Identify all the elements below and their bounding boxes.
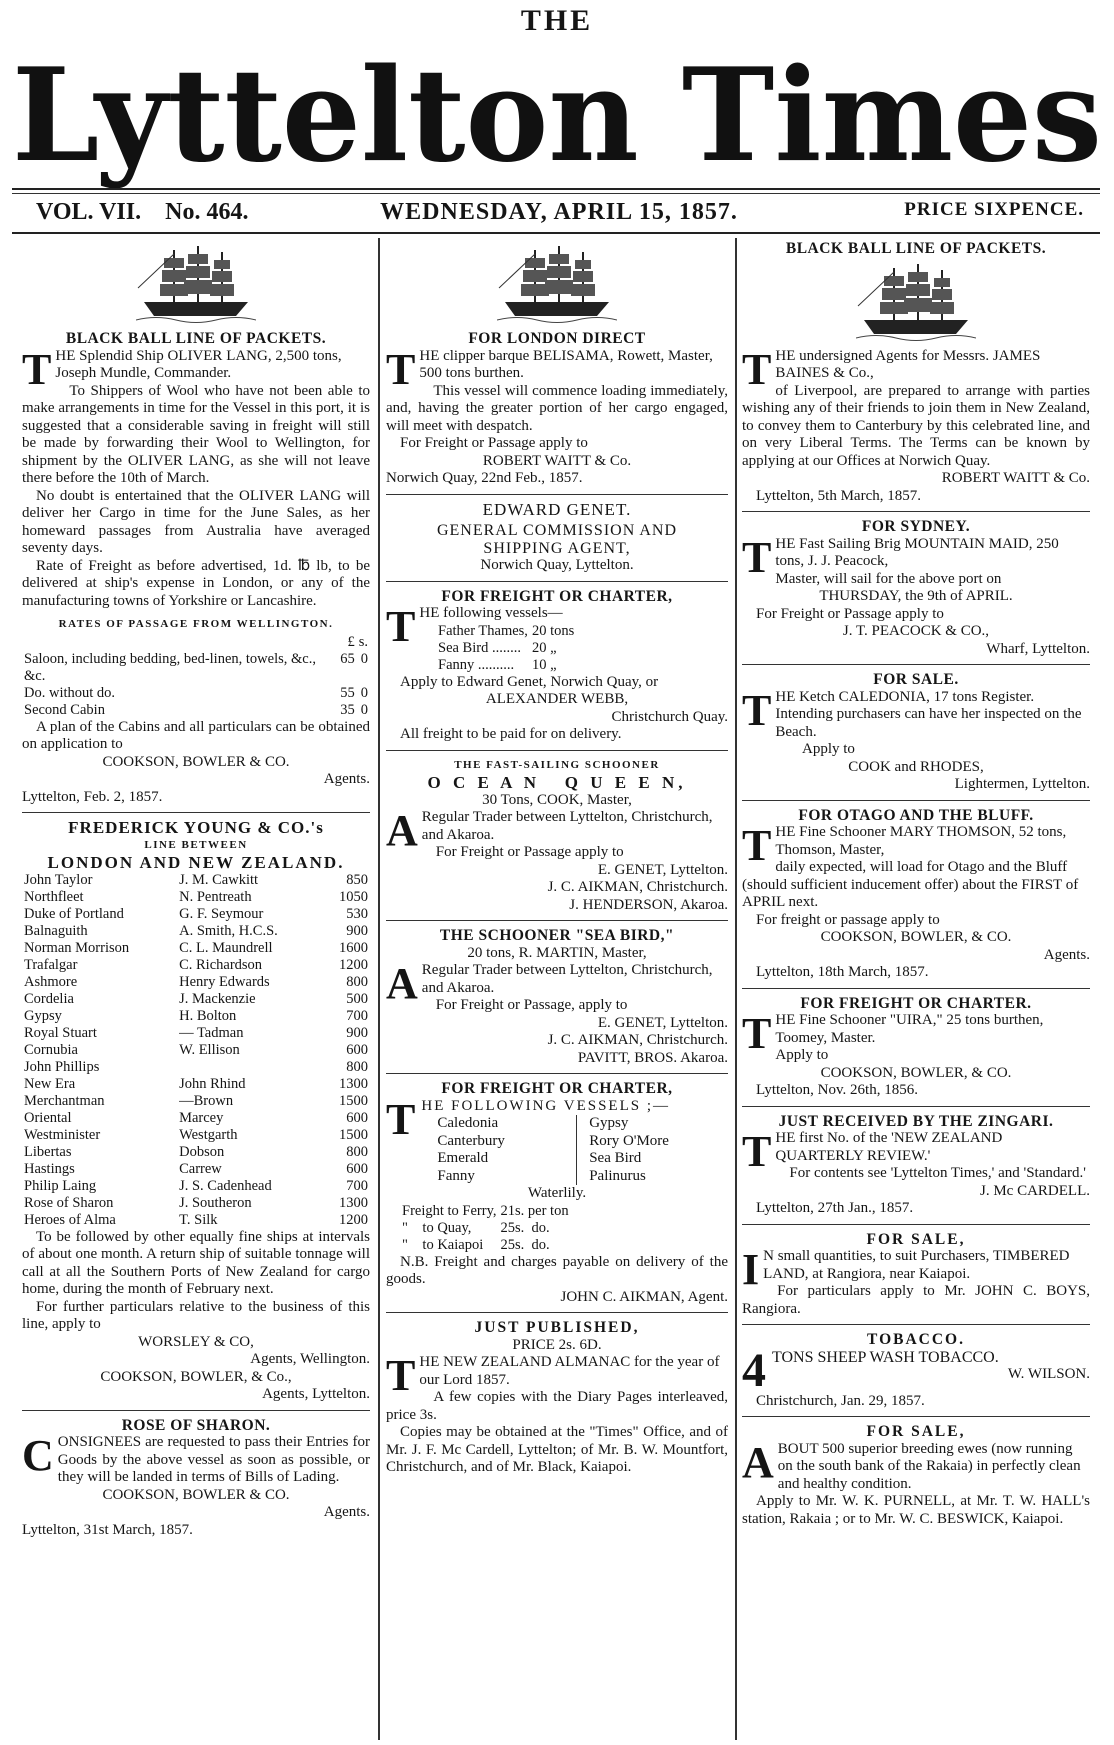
vessel-list-left bbox=[421, 1115, 576, 1185]
ship-tons: 800 bbox=[346, 1143, 368, 1160]
agent-role: Lightermen, Lyttelton. bbox=[954, 776, 1090, 792]
ship-name: Ashmore bbox=[24, 973, 78, 990]
ship-name: Royal Stuart bbox=[24, 1024, 97, 1041]
rate-pounds: 55 bbox=[340, 684, 355, 701]
para: To Shippers of Wool who have not been able to make arrangements in time for the Vessel in this port, it is suggested that a considerable saving in freight will still be made by forwarding their Wool to Wellington, for shipment by the OLIVER LANG, as she will not leave there before the 10th of March. bbox=[22, 382, 370, 486]
table-row bbox=[22, 1110, 370, 1127]
list-item: Rory O'More bbox=[589, 1132, 669, 1149]
ad-oliver-lang bbox=[22, 330, 370, 813]
agent: J. C. AIKMAN, Christchurch. bbox=[547, 1032, 728, 1048]
heading: FOR FREIGHT OR CHARTER. bbox=[800, 994, 1032, 1012]
ad-tobacco bbox=[742, 1331, 1090, 1417]
drop-cap: C bbox=[22, 1431, 54, 1480]
rate-shillings: 0 bbox=[360, 701, 368, 718]
rate-pounds: 35 bbox=[340, 701, 355, 718]
table-row bbox=[22, 1008, 370, 1025]
ship-tons: 800 bbox=[346, 1058, 368, 1075]
extra-vessel: Waterlily. bbox=[527, 1185, 587, 1201]
intro: N small quantities, to suit Purchasers, TIMBERED LAND, at Rangiora, near Kaiapoi. bbox=[763, 1248, 1070, 1282]
vessel-tons: 20 „ bbox=[531, 639, 557, 656]
agent: ALEXANDER WEBB, bbox=[485, 691, 629, 707]
line: SHIPPING AGENT, bbox=[483, 539, 631, 557]
ship-name: Oriental bbox=[24, 1109, 72, 1126]
table-row bbox=[22, 1025, 370, 1042]
table-row bbox=[22, 702, 370, 719]
ad-james-baines bbox=[742, 240, 1090, 512]
para: A plan of the Cabins and all particulars can be obtained on application to bbox=[22, 718, 370, 752]
table-row bbox=[22, 1144, 370, 1161]
dateline-sign: Lyttelton, 18th March, 1857. bbox=[756, 964, 929, 980]
ship-name: Rose of Sharon bbox=[24, 1194, 114, 1211]
heading: BLACK BALL LINE OF PACKETS. bbox=[785, 240, 1047, 257]
ship-tons: 900 bbox=[346, 1024, 368, 1041]
list-item: Palinurus bbox=[589, 1167, 646, 1184]
dateline-sign: Lyttelton, 31st March, 1857. bbox=[22, 1521, 193, 1538]
agent: E. GENET, Lyttelton. bbox=[597, 861, 728, 878]
table-row bbox=[22, 974, 370, 991]
drop-cap: I bbox=[742, 1245, 760, 1294]
para: A few copies with the Diary Pages interleaved, price 3s. bbox=[386, 1389, 728, 1423]
table-row bbox=[400, 1220, 571, 1237]
body: of Liverpool, are prepared to arrange with parties wishing any of their friends to join them in New Zealand, to convey them to Canterbury by this celebrated line, and on very Liberal Terms. The Terms can be known by applying at our Offices at Norwich Quay. bbox=[742, 382, 1090, 469]
table-row bbox=[22, 1178, 370, 1195]
column-1 bbox=[22, 240, 370, 1539]
list-item: Canterbury bbox=[437, 1132, 505, 1149]
drop-cap: A bbox=[742, 1437, 774, 1487]
heading: FOR OTAGO AND THE BLUFF. bbox=[798, 806, 1034, 824]
ship-name: Cornubia bbox=[24, 1041, 78, 1058]
dateline bbox=[24, 199, 1094, 229]
agent: COOK and RHODES, bbox=[848, 758, 984, 775]
column-3 bbox=[742, 240, 1090, 1528]
rates-heading: RATES OF PASSAGE FROM WELLINGTON. bbox=[58, 618, 334, 630]
dateline-sign: Lyttelton, 5th March, 1857. bbox=[756, 487, 921, 504]
ship-name: O C E A N Q U E E N, bbox=[427, 773, 687, 792]
table-row bbox=[22, 872, 370, 889]
table-row bbox=[436, 640, 576, 657]
ship-tons: 900 bbox=[346, 922, 368, 939]
vessel-list bbox=[421, 1115, 728, 1185]
ship-tons: 1500 bbox=[339, 1126, 368, 1143]
agent: WORSLEY & CO, bbox=[138, 1333, 254, 1350]
ad-breeding-ewes bbox=[742, 1423, 1090, 1528]
body: Regular Trader between Lyttelton, Christchurch, and Akaroa. bbox=[421, 962, 713, 996]
heading: BLACK BALL LINE OF PACKETS. bbox=[65, 330, 327, 347]
drop-cap: T bbox=[742, 1009, 772, 1058]
para: All freight to be paid for on delivery. bbox=[400, 726, 622, 742]
ship-master: J. M. Cawkitt bbox=[179, 871, 259, 888]
drop-cap: T bbox=[742, 1127, 772, 1176]
column-rule-2 bbox=[735, 238, 737, 1740]
ad-quarterly-review bbox=[742, 1113, 1090, 1225]
ad-freight-charter-2 bbox=[386, 1080, 728, 1313]
drop-cap: T bbox=[386, 344, 416, 394]
sail-date: THURSDAY, the 9th of APRIL. bbox=[819, 588, 1013, 604]
ship-name: Northfleet bbox=[24, 888, 84, 905]
table-row bbox=[22, 1042, 370, 1059]
heading: FOR SALE, bbox=[866, 1423, 966, 1440]
para: N.B. Freight and charges payable on delivery of the goods. bbox=[386, 1253, 728, 1287]
ship-master: J. S. Cadenhead bbox=[179, 1177, 272, 1194]
ship-name: Duke of Portland bbox=[24, 905, 124, 922]
ship-name: Libertas bbox=[24, 1143, 72, 1160]
dateline-rule bbox=[12, 232, 1100, 234]
para: This vessel will commence loading immediately, and, having the greater portion of her cargo engaged, will meet with despatch. bbox=[386, 382, 728, 434]
rate-label: Second Cabin bbox=[24, 701, 105, 718]
ship-tons: 1500 bbox=[339, 1092, 368, 1109]
agent: J. Mc CARDELL. bbox=[980, 1182, 1090, 1199]
table-row bbox=[22, 1127, 370, 1144]
intro: HE Ketch CALEDONIA, 17 tons Register. Intending purchasers can have her inspected on the Beach. bbox=[775, 688, 1082, 740]
heading: FOR LONDON DIRECT bbox=[468, 330, 646, 347]
rate-shillings: 0 bbox=[360, 684, 368, 701]
heading: JUST RECEIVED BY THE ZINGARI. bbox=[778, 1112, 1054, 1130]
ship-tons: 1300 bbox=[339, 1194, 368, 1211]
heading: FREDERICK YOUNG & CO.'s bbox=[68, 818, 324, 837]
ship-master: Westgarth bbox=[179, 1126, 238, 1143]
body: For particulars apply to Mr. JOHN C. BOYS, Rangiora. bbox=[742, 1283, 1090, 1317]
table-row bbox=[22, 651, 370, 685]
para: Apply to bbox=[775, 1047, 829, 1063]
masthead-the: THE bbox=[520, 4, 594, 37]
big-numeral: 4 bbox=[742, 1343, 766, 1397]
line: Norwich Quay, Lyttelton. bbox=[480, 557, 634, 573]
ad-ocean-queen bbox=[386, 757, 728, 922]
agent: W. WILSON. bbox=[1007, 1366, 1090, 1382]
ship-name: Merchantman bbox=[24, 1092, 105, 1109]
sub-heading: LINE BETWEEN bbox=[144, 838, 248, 851]
ship-master: N. Pentreath bbox=[179, 888, 252, 905]
table-row bbox=[22, 957, 370, 974]
vessel-list-right bbox=[576, 1115, 728, 1185]
ship-master: — Tadman bbox=[179, 1024, 244, 1041]
ship-master bbox=[177, 1059, 323, 1076]
ship-name: Westminister bbox=[24, 1126, 101, 1143]
dateline-sign: Lyttelton, Feb. 2, 1857. bbox=[22, 788, 163, 805]
drop-cap: T bbox=[742, 685, 772, 735]
table-row bbox=[22, 1059, 370, 1076]
sub: 20 tons, R. MARTIN, Master, bbox=[467, 944, 647, 961]
rate-label: Do. without do. bbox=[24, 684, 116, 701]
masthead-rule bbox=[12, 188, 1100, 190]
intro: HE undersigned Agents for Messrs. JAMES BAINES & Co., bbox=[775, 347, 1041, 381]
column-rule-1 bbox=[378, 238, 380, 1740]
ship-tons: 600 bbox=[346, 1109, 368, 1126]
heading: FOR FREIGHT OR CHARTER, bbox=[441, 587, 673, 605]
table-row bbox=[22, 634, 370, 651]
ad-mountain-maid bbox=[742, 518, 1090, 665]
ship-name: Balnaguith bbox=[24, 922, 88, 939]
ship-master: C. L. Maundrell bbox=[179, 939, 273, 956]
ship-tons: 600 bbox=[346, 1041, 368, 1058]
freight-rates bbox=[400, 1203, 571, 1254]
table-row bbox=[22, 1076, 370, 1093]
para: Rate of Freight as before advertised, 1d. ℔ lb, to be delivered at ship's expense in London, or any of the manufacturing towns of Yorkshire or Lancashire. bbox=[22, 557, 370, 609]
intro: HE clipper barque BELISAMA, Rowett, Master, 500 tons burthen. bbox=[419, 347, 713, 381]
ship-master: J. Southeron bbox=[179, 1194, 252, 1211]
rate-label: " to Quay, bbox=[402, 1219, 472, 1236]
agent-role: Agents. bbox=[1043, 946, 1090, 963]
ship-tons: 700 bbox=[346, 1177, 368, 1194]
line: GENERAL COMMISSION AND bbox=[436, 522, 678, 539]
ship-tons: 850 bbox=[346, 871, 368, 888]
sailing-ship-icon bbox=[742, 262, 1090, 342]
body: For contents see 'Lyttelton Times,' and 'Standard.' bbox=[789, 1165, 1086, 1181]
ship-master: Dobson bbox=[179, 1143, 225, 1160]
ship-tons: 1200 bbox=[339, 956, 368, 973]
para: Apply to Edward Genet, Norwich Quay, or bbox=[400, 673, 659, 690]
list-item: Emerald bbox=[437, 1150, 489, 1166]
rates-table bbox=[22, 634, 370, 719]
dateline-sign: Lyttelton, 27th Jan., 1857. bbox=[756, 1200, 914, 1216]
ship-tons: 500 bbox=[346, 990, 368, 1007]
heading: THE FAST-SAILING SCHOONER bbox=[454, 758, 660, 771]
agent-loc: Christchurch Quay. bbox=[611, 708, 728, 725]
ship-master: —Brown bbox=[179, 1092, 234, 1109]
ad-uira bbox=[742, 995, 1090, 1107]
rate-price: 25s. do. bbox=[500, 1236, 550, 1253]
table-row bbox=[22, 1212, 370, 1229]
para: For Freight or Passage, apply to bbox=[435, 997, 628, 1013]
ship-tons: 800 bbox=[346, 973, 368, 990]
ship-master: T. Silk bbox=[179, 1211, 218, 1228]
table-row bbox=[22, 906, 370, 923]
ad-sea-bird bbox=[386, 927, 728, 1074]
drop-cap: T bbox=[742, 344, 772, 394]
ship-master: Marcey bbox=[179, 1109, 224, 1126]
drop-cap: T bbox=[386, 602, 416, 651]
intro: HE Splendid Ship OLIVER LANG, 2,500 tons, Joseph Mundle, Commander. bbox=[55, 347, 342, 381]
drop-cap: T bbox=[742, 821, 772, 870]
sub: 30 Tons, COOK, Master, bbox=[482, 791, 632, 808]
ship-master: H. Bolton bbox=[179, 1007, 237, 1024]
agent-loc: Wharf, Lyttelton. bbox=[986, 640, 1090, 657]
table-row bbox=[22, 1093, 370, 1110]
ship-name: Trafalgar bbox=[24, 956, 78, 973]
ad-rose-of-sharon bbox=[22, 1417, 370, 1540]
ad-timbered-land bbox=[742, 1231, 1090, 1326]
vessel-name: Fanny .......... bbox=[438, 656, 515, 673]
table-row bbox=[22, 940, 370, 957]
ship-master: J. Mackenzie bbox=[179, 990, 256, 1007]
ad-frederick-young bbox=[22, 819, 370, 1411]
rate-price: 25s. do. bbox=[500, 1219, 550, 1236]
ships-table bbox=[22, 872, 370, 1229]
table-row bbox=[22, 1161, 370, 1178]
rates-col: £ bbox=[347, 633, 355, 650]
agent: J. C. AIKMAN, Christchurch. bbox=[547, 879, 728, 895]
ship-master: Carrew bbox=[179, 1160, 222, 1177]
body: Master, will sail for the above port on bbox=[775, 570, 1002, 587]
ship-name: Norman Morrison bbox=[24, 939, 130, 956]
agent: COOKSON, BOWLER & CO. bbox=[102, 753, 290, 770]
ship-name: Philip Laing bbox=[24, 1177, 97, 1194]
agent-role: Agents. bbox=[323, 771, 370, 787]
drop-cap: A bbox=[386, 959, 418, 1008]
ship-name: Heroes of Alma bbox=[24, 1211, 116, 1228]
intro: HE first No. of the 'NEW ZEALAND QUARTERLY REVIEW.' bbox=[775, 1130, 1003, 1164]
agent: COOKSON, BOWLER, & CO. bbox=[820, 929, 1012, 945]
para: No doubt is entertained that the OLIVER LANG will deliver her Cargo in time for the June Sales, as her homeward passages from Australia have averaged seventy days. bbox=[22, 487, 370, 556]
heading: THE SCHOONER "SEA BIRD," bbox=[439, 927, 675, 944]
rate-label: " to Kaiapoi bbox=[402, 1236, 484, 1253]
para: Apply to bbox=[802, 741, 855, 757]
ad-caledonia bbox=[742, 671, 1090, 801]
rate-price: 21s. per ton bbox=[500, 1202, 569, 1219]
table-row bbox=[400, 1237, 571, 1254]
heading: FOR FREIGHT OR CHARTER, bbox=[441, 1080, 673, 1097]
dateline-sign: Lyttelton, Nov. 26th, 1856. bbox=[756, 1082, 918, 1098]
masthead-title bbox=[4, 40, 1110, 190]
route: LONDON AND NEW ZEALAND. bbox=[47, 853, 345, 872]
table-row bbox=[22, 685, 370, 702]
ship-tons: 700 bbox=[346, 1007, 368, 1024]
ship-name: Hastings bbox=[24, 1160, 75, 1177]
masthead-title-text: Lyttelton Times bbox=[12, 41, 1102, 190]
ship-tons: 1050 bbox=[339, 888, 368, 905]
intro: HE Fine Schooner MARY THOMSON, 52 tons, Thomson, Master, bbox=[775, 824, 1067, 858]
agent-role: Agents, Lyttelton. bbox=[262, 1386, 370, 1402]
agent: COOKSON, BOWLER, & CO. bbox=[820, 1064, 1012, 1081]
ship-master: Henry Edwards bbox=[179, 973, 270, 990]
price: PRICE 2s. 6D. bbox=[512, 1336, 602, 1353]
agent: ROBERT WAITT & Co. bbox=[482, 452, 632, 469]
heading: TOBACCO. bbox=[867, 1331, 965, 1348]
rate-shillings: 0 bbox=[360, 650, 368, 667]
heading: JUST PUBLISHED, bbox=[474, 1319, 640, 1336]
ship-master: A. Smith, H.C.S. bbox=[179, 922, 278, 939]
table-row bbox=[22, 1195, 370, 1212]
table-row bbox=[436, 623, 576, 640]
ship-tons: 1300 bbox=[339, 1075, 368, 1092]
ship-tons: 530 bbox=[346, 905, 368, 922]
list-item: Fanny bbox=[437, 1167, 475, 1184]
issue-date: WEDNESDAY, APRIL 15, 1857. bbox=[380, 199, 738, 225]
ship-tons: 1600 bbox=[339, 939, 368, 956]
body: Apply to Mr. W. K. PURNELL, at Mr. T. W. HALL's station, Rakaia ; or to Mr. W. C. BESWICK, Kaiapoi. bbox=[742, 1493, 1090, 1527]
rate-pounds: 65 bbox=[340, 650, 355, 667]
heading: FOR SALE, bbox=[866, 1230, 966, 1248]
ship-name: New Era bbox=[24, 1075, 76, 1092]
body: daily expected, will load for Otago and the Bluff (should sufficient inducement offer) about the FIRST of APRIL next. bbox=[742, 859, 1079, 910]
list-item: Caledonia bbox=[437, 1115, 499, 1131]
body: ONSIGNEES are requested to pass their Entries for Goods by the above vessel as soon as possible, or they will be landed in terms of Bills of Lading. bbox=[57, 1434, 370, 1485]
ship-master: G. F. Seymour bbox=[179, 905, 264, 922]
agent: J. HENDERSON, Akaroa. bbox=[569, 896, 728, 913]
agent: PAVITT, BROS. Akaroa. bbox=[577, 1049, 728, 1066]
line: EDWARD GENET. bbox=[482, 499, 632, 519]
list-item: Sea Bird bbox=[589, 1150, 642, 1166]
masthead-rule-thin bbox=[12, 193, 1100, 194]
column-2 bbox=[386, 240, 728, 1477]
dateline-sign: Christchurch, Jan. 29, 1857. bbox=[756, 1392, 925, 1409]
ship-name: John Taylor bbox=[24, 871, 93, 888]
table-row bbox=[22, 889, 370, 906]
ad-edward-genet bbox=[386, 501, 728, 582]
ship-master: C. Richardson bbox=[179, 956, 263, 973]
heading: FOR SYDNEY. bbox=[861, 518, 971, 535]
intro: HE FOLLOWING VESSELS ;— bbox=[421, 1097, 670, 1114]
vessel-tons: 10 „ bbox=[531, 656, 557, 673]
sailing-ship-icon bbox=[22, 244, 370, 324]
agent: COOKSON, BOWLER, & Co., bbox=[100, 1368, 292, 1385]
heading: FOR SALE. bbox=[873, 671, 959, 688]
agent-role: Agents, Wellington. bbox=[250, 1351, 370, 1367]
rates-col: s. bbox=[358, 633, 368, 650]
ad-mary-thomson bbox=[742, 807, 1090, 989]
para: To be followed by other equally fine ships at intervals of about one month. A return ship of suitable tonnage will call at all the Southern Ports of New Zealand for cargo home, during the month of February next. bbox=[22, 1228, 370, 1297]
drop-cap: T bbox=[386, 1351, 416, 1400]
agent: E. GENET, Lyttelton. bbox=[597, 1014, 728, 1031]
rate-label: Freight to Ferry, bbox=[402, 1202, 497, 1219]
ship-name: John Phillips bbox=[24, 1058, 100, 1075]
intro: HE following vessels— bbox=[419, 605, 563, 621]
vessel-tons: 20 tons bbox=[531, 622, 575, 639]
ship-master: W. Ellison bbox=[179, 1041, 240, 1058]
ship-tons: 1200 bbox=[339, 1211, 368, 1228]
table-row bbox=[22, 923, 370, 940]
para: For freight or passage apply to bbox=[756, 911, 940, 928]
sailing-ship-icon bbox=[386, 244, 728, 324]
para: For Freight or Passage apply to bbox=[435, 844, 624, 860]
table-row bbox=[400, 1203, 571, 1220]
drop-cap: A bbox=[386, 806, 418, 855]
para: For Freight or Passage apply to bbox=[756, 605, 944, 622]
volume: VOL. VII. bbox=[36, 199, 142, 225]
dateline-sign: Norwich Quay, 22nd Feb., 1857. bbox=[386, 470, 583, 486]
rate-label: Saloon, including bedding, bed-linen, towels, &c., &c. bbox=[24, 650, 316, 684]
drop-cap: T bbox=[386, 1094, 418, 1144]
ship-name: Cordelia bbox=[24, 990, 74, 1007]
table-row bbox=[436, 657, 576, 674]
ship-master: John Rhind bbox=[179, 1075, 246, 1092]
vessels-table bbox=[436, 623, 576, 674]
para: For Freight or Passage apply to bbox=[400, 435, 588, 451]
agent: J. T. PEACOCK & CO., bbox=[842, 623, 990, 639]
heading: ROSE OF SHARON. bbox=[121, 1416, 271, 1434]
ship-tons: 600 bbox=[346, 1160, 368, 1177]
ad-freight-charter-1 bbox=[386, 588, 728, 751]
vessel-name: Father Thames, bbox=[438, 622, 528, 639]
vessel-name: Sea Bird ........ bbox=[438, 639, 521, 656]
intro: HE Fast Sailing Brig MOUNTAIN MAID, 250 tons, J. J. Peacock, bbox=[775, 535, 1059, 569]
agent-role: Agents. bbox=[323, 1504, 370, 1520]
list-item: Gypsy bbox=[589, 1115, 629, 1131]
intro: TONS SHEEP WASH TOBACCO. bbox=[772, 1348, 999, 1366]
para: For further particulars relative to the business of this line, apply to bbox=[22, 1298, 370, 1332]
drop-cap: T bbox=[742, 532, 772, 582]
ship-name: Gypsy bbox=[24, 1007, 62, 1024]
ad-belisama bbox=[386, 330, 728, 495]
drop-cap: T bbox=[22, 344, 52, 394]
agent: JOHN C. AIKMAN, Agent. bbox=[560, 1288, 728, 1305]
issue-number: No. 464. bbox=[165, 199, 249, 225]
agent: ROBERT WAITT & Co. bbox=[941, 470, 1090, 486]
intro: BOUT 500 superior breeding ewes (now running on the south bank of the Rakaia) in perfectly clean and healthy condition. bbox=[777, 1440, 1081, 1492]
agent: COOKSON, BOWLER & CO. bbox=[102, 1486, 290, 1503]
price: PRICE SIXPENCE. bbox=[904, 199, 1084, 220]
body: Regular Trader between Lyttelton, Christchurch, and Akaroa. bbox=[421, 809, 713, 843]
ad-almanac bbox=[386, 1319, 728, 1477]
intro: HE NEW ZEALAND ALMANAC for the year of our Lord 1857. bbox=[419, 1354, 720, 1388]
intro: HE Fine Schooner "UIRA," 25 tons burthen, Toomey, Master. bbox=[775, 1012, 1044, 1046]
para: Copies may be obtained at the "Times" Office, and of Mr. J. F. Mc Cardell, Lyttelton; of Mr. B. W. Mountfort, Christchurch, and of Mr. Black, Kaiapoi. bbox=[386, 1424, 728, 1475]
table-row bbox=[22, 991, 370, 1008]
